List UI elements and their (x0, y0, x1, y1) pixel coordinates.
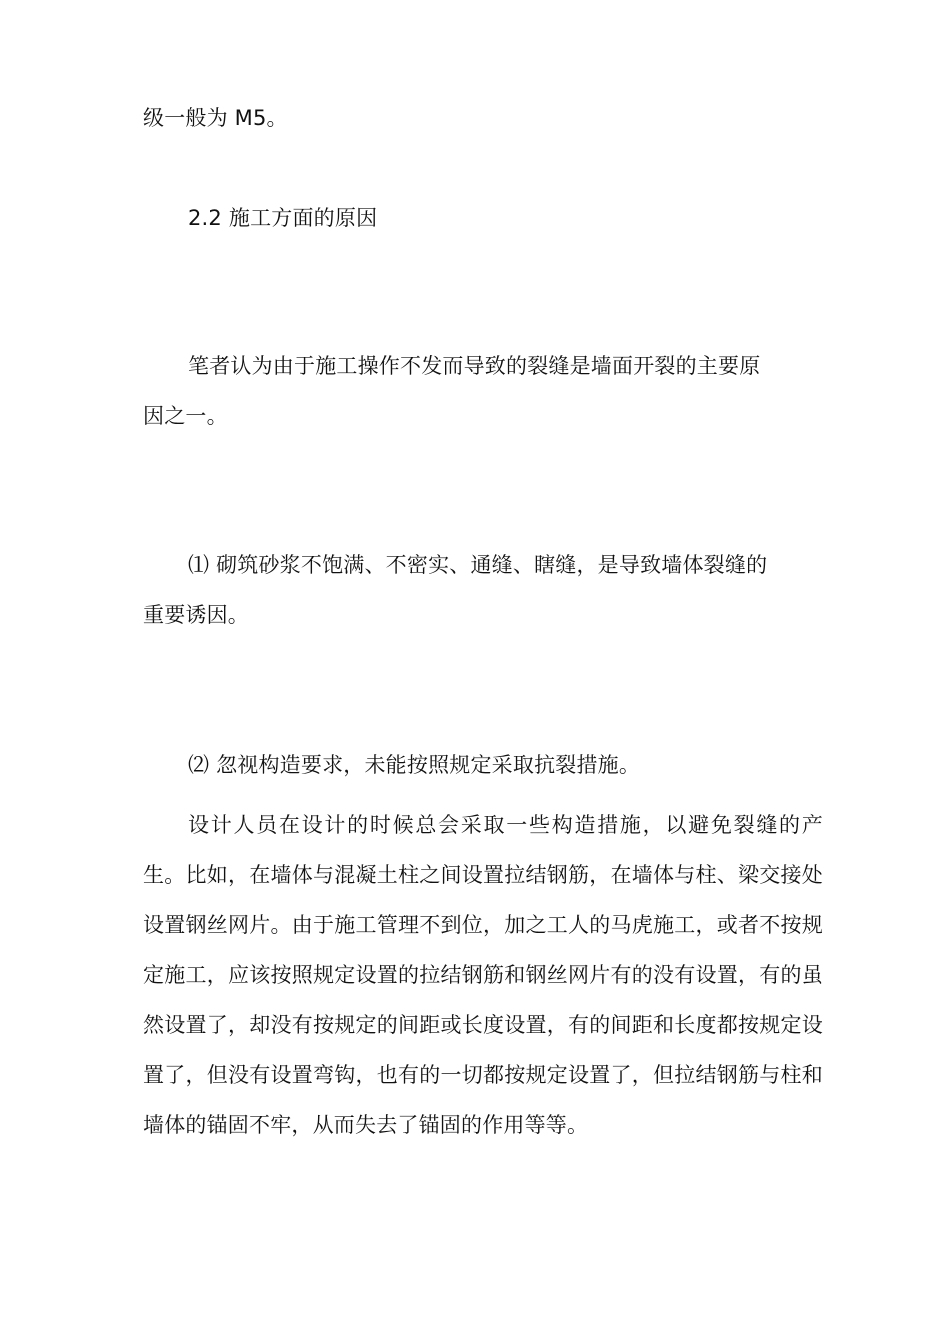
section-heading: 2.2 施工方面的原因 (188, 206, 378, 230)
list-item-1-line-1: ⑴ 砌筑砂浆不饱满、不密实、通缝、瞎缝，是导致墙体裂缝的 (188, 553, 768, 577)
list-item-1-line-2: 重要诱因。 (143, 603, 249, 627)
body-paragraph: 设计人员在设计的时候总会采取一些构造措施，以避免裂缝的产生。比如，在墙体与混凝土柱之间设置拉结钢筋，在墙体与柱、梁交接处设置钢丝网片。由于施工管理不到位，加之工人的马虎施工，或者不按规定施工，应该按照规定设置的拉结钢筋和钢丝网片有的没有设置，有的虽然设置了，却没有按规定的间距或长度设置，有的间距和长度都按规定设置了，但没有设置弯钩，也有的一切都按规定设置了，但拉结钢筋与柱和墙体的锚固不牢，从而失去了锚固的作用等等。 (143, 813, 823, 1137)
paragraph-continuation: 级一般为 M5。 (143, 106, 288, 130)
list-item-2: ⑵ 忽视构造要求，未能按照规定采取抗裂措施。 (188, 753, 641, 777)
intro-paragraph-line-2: 因之一。 (143, 404, 228, 428)
intro-paragraph-line-1: 笔者认为由于施工操作不发而导致的裂缝是墙面开裂的主要原 (188, 354, 761, 378)
body-paragraph-block (143, 800, 823, 1150)
